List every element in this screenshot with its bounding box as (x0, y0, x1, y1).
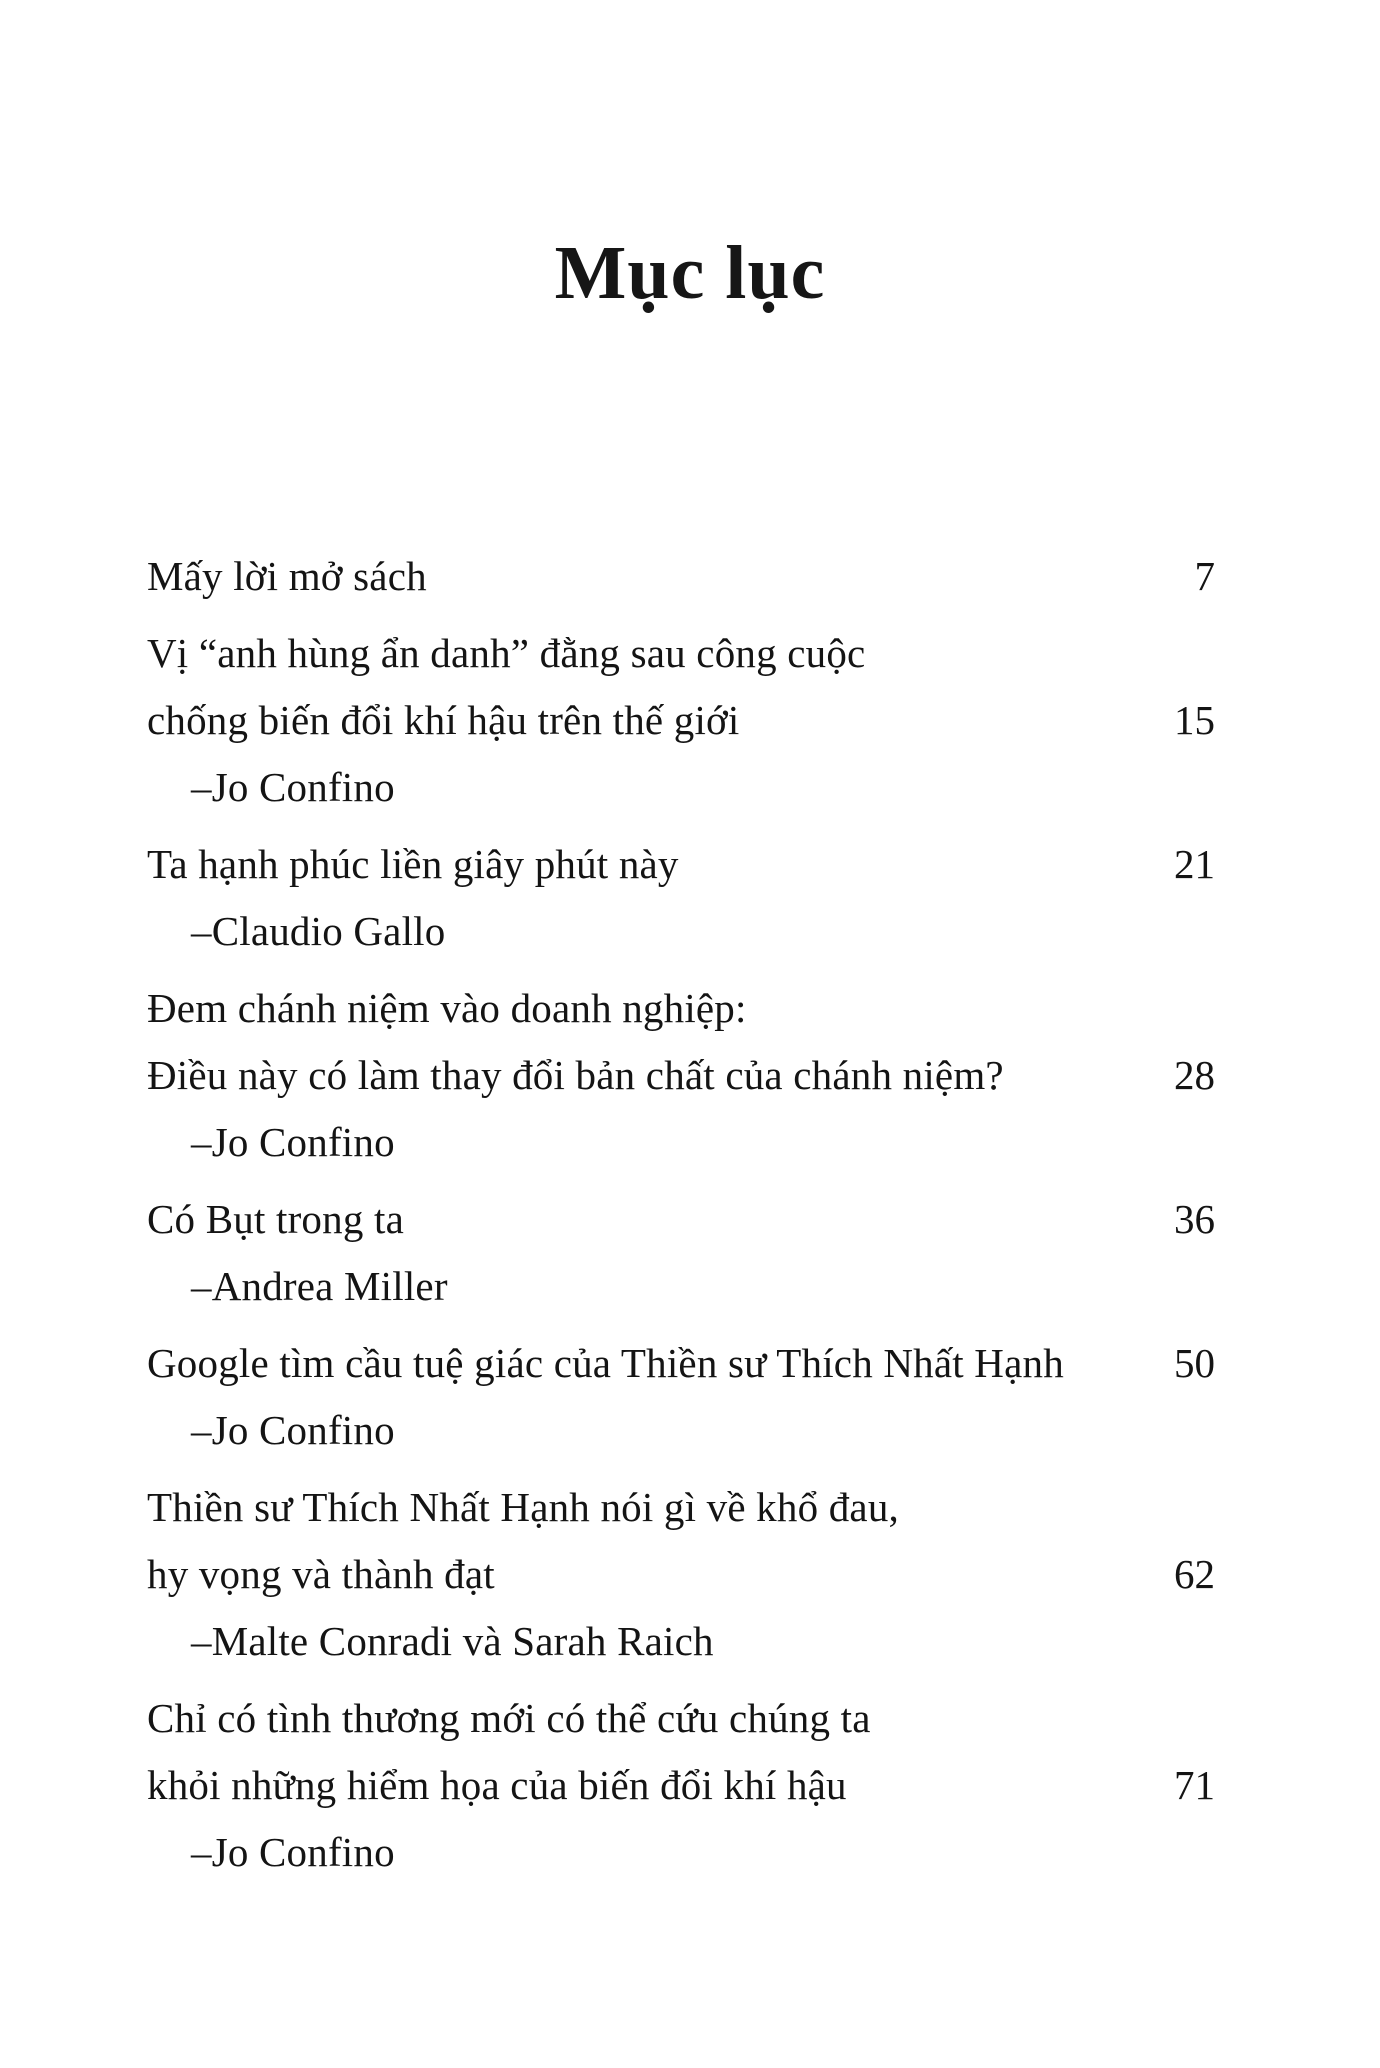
toc-line-text: Có Bụt trong ta (147, 1196, 404, 1243)
toc-line (147, 1186, 1215, 1253)
page-number: 50 (1174, 1340, 1215, 1387)
toc-line-text: Điều này có làm thay đổi bản chất của chánh niệm? (147, 1052, 1004, 1099)
toc-line (147, 1541, 1215, 1608)
toc-list (147, 543, 1215, 1886)
toc-entry (147, 543, 1215, 610)
toc-line-text: khỏi những hiểm họa của biến đổi khí hậu (147, 1762, 847, 1809)
toc-entry (147, 975, 1215, 1176)
page-title: Mục lục (554, 231, 826, 315)
toc-line-text: Đem chánh niệm vào doanh nghiệp: (147, 985, 747, 1032)
toc-line (147, 831, 1215, 898)
page-number: 21 (1174, 841, 1215, 888)
toc-line (147, 1330, 1215, 1397)
toc-line-text: Vị “anh hùng ẩn danh” đằng sau công cuộc (147, 630, 866, 677)
toc-line (147, 1752, 1215, 1819)
page-number: 15 (1174, 697, 1215, 744)
toc-line-text: Mấy lời mở sách (147, 553, 427, 600)
toc-entry (147, 831, 1215, 965)
toc-line (147, 620, 1215, 687)
toc-line (147, 1042, 1215, 1109)
toc-line (147, 687, 1215, 754)
toc-entry (147, 620, 1215, 821)
toc-line (147, 1474, 1215, 1541)
toc-line-text: Google tìm cầu tuệ giác của Thiền sư Thích Nhất Hạnh (147, 1340, 1064, 1387)
page-number: 7 (1194, 553, 1215, 600)
page-number: 62 (1174, 1551, 1215, 1598)
toc-author: –Andrea Miller (191, 1263, 448, 1310)
toc-line (147, 975, 1215, 1042)
toc-entry (147, 1186, 1215, 1320)
toc-entry (147, 1474, 1215, 1675)
page-number: 71 (1174, 1762, 1215, 1809)
toc-line-text: hy vọng và thành đạt (147, 1551, 495, 1598)
toc-author: –Jo Confino (191, 1119, 395, 1166)
toc-author: –Jo Confino (191, 1407, 395, 1454)
toc-line (147, 1685, 1215, 1752)
toc-author: –Jo Confino (191, 1829, 395, 1876)
page-number: 28 (1174, 1052, 1215, 1099)
toc-line (147, 543, 1215, 610)
toc-entry (147, 1685, 1215, 1886)
page-number: 36 (1174, 1196, 1215, 1243)
toc-author: –Malte Conradi và Sarah Raich (191, 1618, 714, 1665)
toc-line-text: Ta hạnh phúc liền giây phút này (147, 841, 679, 888)
toc-author: –Jo Confino (191, 764, 395, 811)
toc-line-text: Chỉ có tình thương mới có thể cứu chúng ta (147, 1695, 871, 1742)
toc-line-text: Thiền sư Thích Nhất Hạnh nói gì về khổ đau, (147, 1484, 899, 1531)
toc-entry (147, 1330, 1215, 1464)
toc-author: –Claudio Gallo (191, 908, 446, 955)
toc-line-text: chống biến đổi khí hậu trên thế giới (147, 697, 740, 744)
